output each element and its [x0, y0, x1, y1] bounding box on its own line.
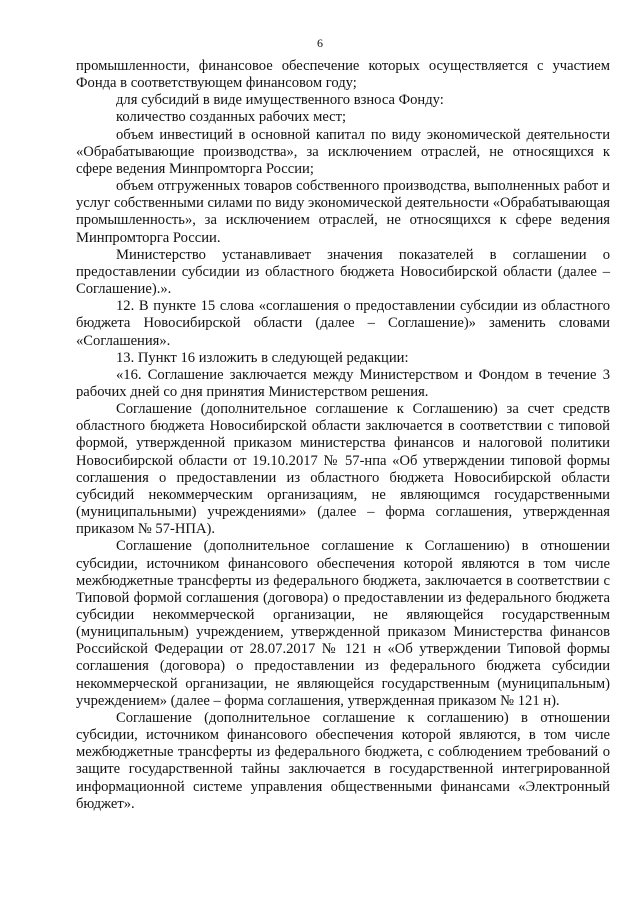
paragraph-electronic-budget: Соглашение (дополнительное соглашение к соглашению) в отношении субсидии, источником финансового обеспечения которой являются, в том числе межбюджетные трансферты из федерального бюджета, с соблюдением требований о защите государственной тайны заключается в государственной интегрированной информационной системе управления общественными финансами «Электронный бюджет». — [76, 709, 610, 812]
document-body — [76, 58, 610, 813]
paragraph-item-12: 12. В пункте 15 слова «соглашения о предоставлении субсидии из областного бюджета Новосибирской области (далее – Соглашение)» заменить словами «Соглашения». — [76, 298, 610, 349]
paragraph-shipped-goods: объем отгруженных товаров собственного производства, выполненных работ и услуг собственными силами по виду экономической деятельности «Обрабатывающая промышленность», за исключением отраслей, не относящихся к сфере ведения Минпромторга России. — [76, 178, 610, 246]
paragraph-item-13: 13. Пункт 16 изложить в следующей редакции: — [116, 349, 409, 366]
paragraph-item-16: «16. Соглашение заключается между Министерством и Фондом в течение 3 рабочих дней со дня принятия Министерством решения. — [76, 366, 610, 400]
paragraph-regional-agreement: Соглашение (дополнительное соглашение к Соглашению) за счет средств областного бюджета Новосибирской области заключается в соответствии с типовой формой, утвержденной приказом министерства финансов и налоговой политики Новосибирской области от 19.10.2017 № 57-нпа «Об утверждении типовой формы соглашения о предоставлении из областного бюджета Новосибирской области субсидий некоммерческим организациям, не являющимся государственными (муниципальными) учреждениями» (далее – форма соглашения, утвержденная приказом № 57-НПА). — [76, 401, 610, 538]
paragraph-jobs-created: количество созданных рабочих мест; — [116, 109, 347, 126]
paragraph-property-contribution: для субсидий в виде имущественного взноса Фонду: — [116, 92, 444, 109]
page-number: 6 — [317, 36, 323, 50]
paragraph-ministry-indicators: Министерство устанавливает значения показателей в соглашении о предоставлении субсидии из областного бюджета Новосибирской области (далее – Соглашение).». — [76, 246, 610, 298]
paragraph-federal-agreement: Соглашение (дополнительное соглашение к Соглашению) в отношении субсидии, источником финансового обеспечения которой являются в том числе межбюджетные трансферты из федерального бюджета, заключается в соответствии с Типовой формой соглашения (договора) о предоставлении из федерального бюджета субсидии некоммерческой организации, не являющейся государственным (муниципальным) учреждением, утвержденной приказом Министерства финансов Российской Федерации от 28.07.2017 № 121 н «Об утверждении Типовой формы соглашения (договора) о предоставлении из федерального бюджета субсидии некоммерческой организации, не являющейся государственным (муниципальным) учреждением» (далее – форма соглашения, утвержденная приказом № 121 н). — [76, 538, 610, 709]
paragraph-continuation: промышленности, финансовое обеспечение которых осуществляется с участием Фонда в соответствующем финансовом году; — [76, 58, 610, 92]
paragraph-investment-volume: объем инвестиций в основной капитал по виду экономической деятельности «Обрабатывающие производства», за исключением отраслей, не относящихся к сфере ведения Минпромторга России; — [76, 126, 610, 177]
